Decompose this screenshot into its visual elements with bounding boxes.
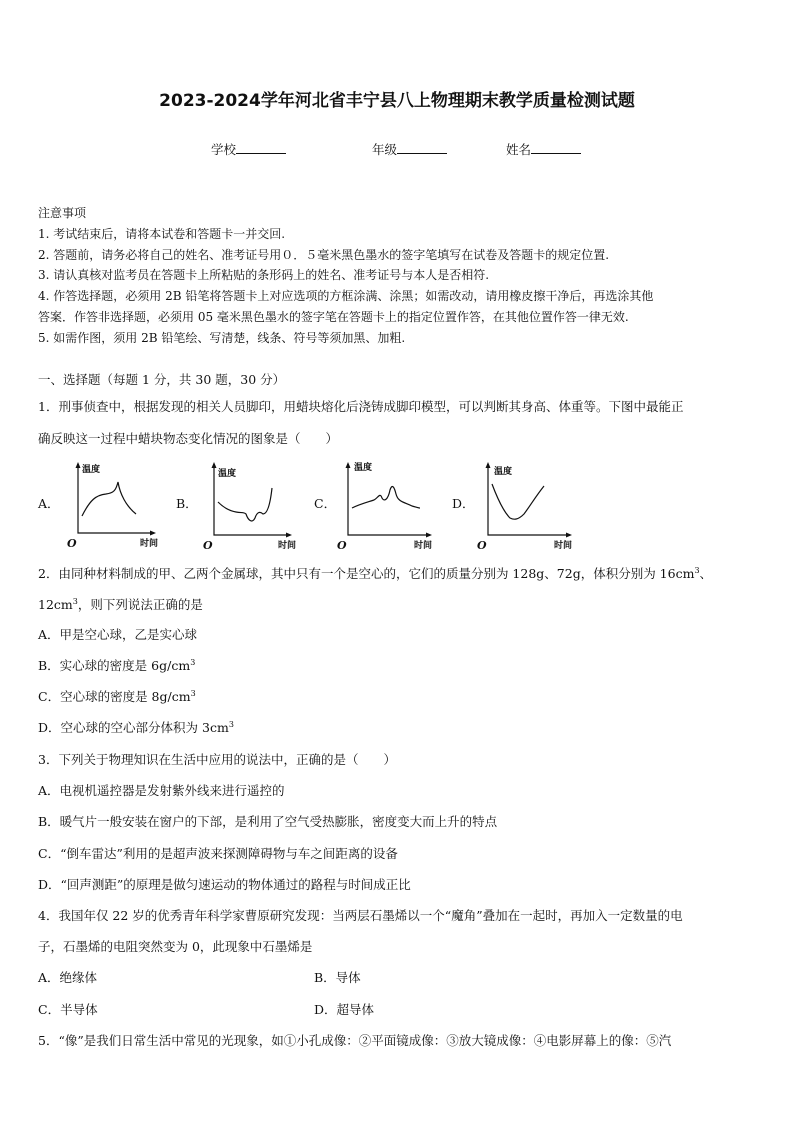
question-5-stem: 5．“像”是我们日常生活中常见的光现象，如①小孔成像：②平面镜成像：③放大镜成像：④电影屏幕上的像：⑤汽 [38,1033,672,1048]
question-4-option-a[interactable]: A．绝缘体 [38,970,98,985]
x-axis-label: 时间 [554,541,573,551]
superscript: 3 [190,657,196,667]
option-b-label[interactable]: B． [176,496,198,511]
question-2-stem-cont [38,595,203,613]
origin-label: O [203,539,213,552]
notice-item: 2. 答题前，请务必将自己的姓名、准考证号用０．５毫米黑色墨水的签字笔填写在试卷及答题卡的规定位置. [38,248,610,262]
name-field[interactable] [506,140,581,158]
question-4-stem-cont: 子，石墨烯的电阻突然变为 0，此现象中石墨烯是 [38,939,313,954]
x-axis-label: 时间 [140,539,159,549]
origin-label: O [67,537,77,550]
x-axis-label: 时间 [278,541,297,551]
question-3-option-d[interactable]: D．“回声测距”的原理是做匀速运动的物体通过的路程与时间成正比 [38,877,411,892]
superscript: 3 [228,719,234,729]
option-d-label[interactable]: D． [452,496,475,511]
page-title: 2023-2024学年河北省丰宁县八上物理期末教学质量检测试题 [159,91,635,111]
question-4-option-b[interactable]: B．导体 [314,970,361,985]
option-text: B．实心球的密度是 6g/cm [38,658,191,673]
question-3-option-c[interactable]: C．“倒车雷达”利用的是超声波来探测障碍物与车之间距离的设备 [38,846,398,861]
school-field[interactable] [211,140,286,158]
question-3-option-a[interactable]: A．电视机遥控器是发射紫外线来进行遥控的 [38,783,285,798]
option-text: D．空心球的空心部分体积为 3cm [38,720,229,735]
y-axis-label: 温度 [494,467,513,477]
q2-text-tail: 、 [699,566,713,581]
school-label: 学校 [211,142,237,157]
grade-blank[interactable] [397,140,447,154]
origin-label: O [477,539,487,552]
grade-label: 年级 [372,142,398,157]
q2-text: 12cm [38,597,73,612]
graph-b [200,460,310,552]
q2-text-tail: ，则下列说法正确的是 [77,597,203,612]
student-info-line [0,140,794,160]
graph-a [64,460,174,552]
grade-field[interactable] [372,140,447,158]
superscript: 3 [694,565,700,575]
graph-c [334,460,444,552]
school-blank[interactable] [236,140,286,154]
y-axis-label: 温度 [354,463,373,473]
y-axis-label: 温度 [82,465,101,475]
section-heading: 一、选择题（每题 1 分，共 30 题，30 分） [38,372,286,387]
question-3-option-b[interactable]: B．暖气片一般安装在窗户的下部，是利用了空气受热膨胀，密度变大而上升的特点 [38,814,498,829]
question-4-option-d[interactable]: D．超导体 [314,1002,375,1017]
notice-item: 1. 考试结束后，请将本试卷和答题卡一并交回. [38,227,286,241]
question-1-stem-cont: 确反映这一过程中蜡块物态变化情况的图象是（ ） [38,431,339,446]
curve-a [82,482,136,516]
question-2-option-d[interactable] [38,718,234,736]
question-2-option-a[interactable]: A．甲是空心球，乙是实心球 [38,627,198,642]
question-4-option-c[interactable]: C．半导体 [38,1002,98,1017]
question-2-option-b[interactable] [38,656,195,674]
option-text: C．空心球的密度是 8g/cm [38,689,191,704]
curve-d [492,484,544,519]
question-1-stem: 1．刑事侦查中，根据发现的相关人员脚印，用蜡块熔化后浇铸成脚印模型，可以判断其身高、体重等。下图中最能正 [38,399,684,414]
option-a-label[interactable]: A． [38,496,60,511]
question-4-stem: 4．我国年仅 22 岁的优秀青年科学家曹原研究发现：当两层石墨烯以一个“魔角”叠加在一起时，再加入一定数量的电 [38,908,683,923]
notice-heading: 注意事项 [38,206,87,220]
x-axis-label: 时间 [414,541,433,551]
superscript: 3 [190,688,196,698]
notice-item: 3. 请认真核对监考员在答题卡上所粘贴的条形码上的姓名、准考证号与本人是否相符. [38,268,490,282]
notice-item: 5. 如需作图，须用 2B 铅笔绘、写清楚，线条、符号等须加黑、加粗. [38,331,406,345]
notice-item: 4. 作答选择题，必须用 2B 铅笔将答题卡上对应选项的方框涂满、涂黑；如需改动，请用橡皮擦干净后，再选涂其他 [38,289,654,303]
option-c-label[interactable]: C． [314,496,337,511]
notice-item: 答案．作答非选择题，必须用 05 毫米黑色墨水的签字笔在答题卡上的指定位置作答，在其他位置作答一律无效. [38,310,629,324]
y-axis-label: 温度 [218,469,237,479]
superscript: 3 [72,596,78,606]
graph-d [474,460,584,552]
question-2-stem [38,564,712,582]
origin-label: O [337,539,347,552]
curve-b [218,488,272,521]
q2-text: 2．由同种材料制成的甲、乙两个金属球，其中只有一个是空心的，它们的质量分别为 128g、72g，体积分别为 16cm [38,566,695,581]
question-3-stem: 3．下列关于物理知识在生活中应用的说法中，正确的是（ ） [38,752,396,767]
question-2-option-c[interactable] [38,687,196,705]
name-label: 姓名 [506,142,532,157]
curve-c [352,487,420,508]
name-blank[interactable] [531,140,581,154]
